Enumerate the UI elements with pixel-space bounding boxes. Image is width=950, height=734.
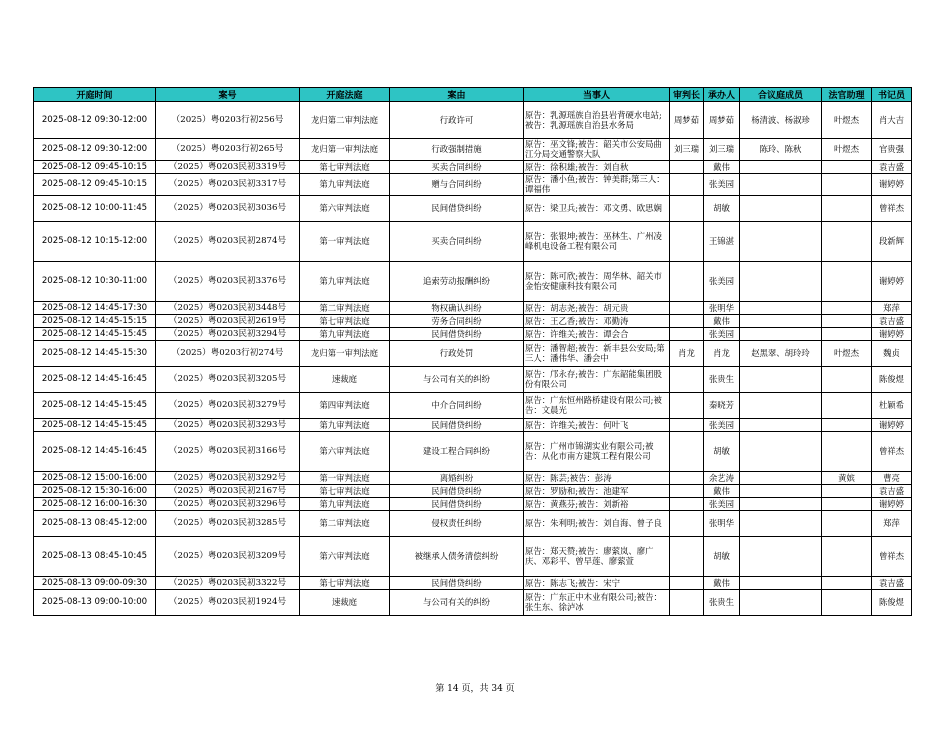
cell-time: 2025-08-12 14:45-15:15	[34, 314, 156, 327]
cell-cause: 民间借贷纠纷	[390, 576, 524, 589]
cell-parties: 原告：黄燕芬;被告：刘新裕	[524, 497, 670, 510]
cell-parties: 原告：乳源瑶族自治县岩背硬水电站;被告：乳源瑶族自治县水务局	[524, 102, 670, 139]
cell-panel	[740, 392, 822, 418]
cell-chief-judge	[670, 173, 704, 195]
cell-handler: 张美园	[704, 261, 740, 301]
cell-handler: 刘三瑞	[704, 139, 740, 161]
cell-clerk: 袁吉盛	[872, 314, 912, 327]
cell-parties: 原告：许维关;被告：何叶飞	[524, 418, 670, 431]
cell-panel	[740, 484, 822, 497]
cell-assistant	[822, 221, 872, 261]
cell-time: 2025-08-12 09:45-10:15	[34, 173, 156, 195]
cell-time: 2025-08-12 09:30-12:00	[34, 102, 156, 139]
cell-chief-judge	[670, 366, 704, 392]
cell-handler: 戴伟	[704, 314, 740, 327]
table-row	[34, 160, 912, 173]
col-header-court: 开庭法庭	[300, 88, 390, 102]
cell-assistant	[822, 589, 872, 615]
cell-time: 2025-08-12 14:45-16:45	[34, 431, 156, 471]
cell-time: 2025-08-13 09:00-10:00	[34, 589, 156, 615]
cell-case-no: （2025）粤0203民初2874号	[156, 221, 300, 261]
cell-court: 第六审判法庭	[300, 536, 390, 576]
cell-chief-judge	[670, 418, 704, 431]
cell-clerk: 郑萍	[872, 510, 912, 536]
cell-clerk: 曾祥杰	[872, 431, 912, 471]
cell-clerk: 曾祥杰	[872, 536, 912, 576]
cell-handler: 胡敏	[704, 536, 740, 576]
cell-parties: 原告：巫文锋;被告：韶关市公安局曲江分局交通警察大队	[524, 139, 670, 161]
cell-panel	[740, 366, 822, 392]
cell-assistant	[822, 261, 872, 301]
cell-clerk: 郑萍	[872, 301, 912, 314]
cell-time: 2025-08-12 14:45-17:30	[34, 301, 156, 314]
cell-chief-judge	[670, 484, 704, 497]
cell-clerk: 肖大吉	[872, 102, 912, 139]
cell-chief-judge	[670, 471, 704, 484]
cell-court: 速裁庭	[300, 366, 390, 392]
cell-assistant	[822, 510, 872, 536]
cell-cause: 中介合同纠纷	[390, 392, 524, 418]
cell-case-no: （2025）粤0203民初3036号	[156, 195, 300, 221]
cell-handler: 戴伟	[704, 160, 740, 173]
cell-clerk: 曹亮	[872, 471, 912, 484]
col-header-time: 开庭时间	[34, 88, 156, 102]
cell-case-no: （2025）粤0203行初256号	[156, 102, 300, 139]
table-row	[34, 366, 912, 392]
table-row	[34, 301, 912, 314]
cell-chief-judge	[670, 510, 704, 536]
cell-case-no: （2025）粤0203民初3294号	[156, 327, 300, 340]
cell-court: 第六审判法庭	[300, 431, 390, 471]
cell-clerk: 曾祥杰	[872, 195, 912, 221]
cell-court: 速裁庭	[300, 589, 390, 615]
cell-chief-judge	[670, 314, 704, 327]
cell-time: 2025-08-12 10:15-12:00	[34, 221, 156, 261]
table-row	[34, 327, 912, 340]
cell-handler: 张美园	[704, 497, 740, 510]
table-row	[34, 418, 912, 431]
cell-cause: 民间借贷纠纷	[390, 195, 524, 221]
col-header-panel: 合议庭成员	[740, 88, 822, 102]
cell-handler: 周梦茹	[704, 102, 740, 139]
table-header-row	[34, 88, 912, 102]
cell-handler: 张美园	[704, 327, 740, 340]
table-row	[34, 497, 912, 510]
cell-assistant	[822, 576, 872, 589]
cell-chief-judge	[670, 497, 704, 510]
cell-court: 第四审判法庭	[300, 392, 390, 418]
cell-handler: 余艺涛	[704, 471, 740, 484]
cell-clerk: 陈俊煜	[872, 589, 912, 615]
cell-court: 龙归第一审判法庭	[300, 139, 390, 161]
table-row	[34, 484, 912, 497]
cell-case-no: （2025）粤0203民初3296号	[156, 497, 300, 510]
cell-parties: 原告：广州市锦湖实业有限公司;被告：从化市南方建筑工程有限公司	[524, 431, 670, 471]
cell-chief-judge	[670, 261, 704, 301]
table-row	[34, 392, 912, 418]
table-row	[34, 340, 912, 366]
cell-court: 龙归第二审判法庭	[300, 102, 390, 139]
cell-chief-judge	[670, 327, 704, 340]
cell-assistant	[822, 160, 872, 173]
cell-chief-judge	[670, 431, 704, 471]
cell-parties: 原告：潘小鱼;被告：钟美群;第三人：谭福伟	[524, 173, 670, 195]
cell-clerk: 官贵强	[872, 139, 912, 161]
cell-handler: 戴伟	[704, 576, 740, 589]
cell-cause: 物权确认纠纷	[390, 301, 524, 314]
cell-panel	[740, 195, 822, 221]
cell-panel	[740, 589, 822, 615]
cell-case-no: （2025）粤0203民初3292号	[156, 471, 300, 484]
cell-parties: 原告：朱利明;被告：刘自海、曾子良	[524, 510, 670, 536]
cell-case-no: （2025）粤0203民初2167号	[156, 484, 300, 497]
cell-handler: 张明华	[704, 301, 740, 314]
cell-cause: 行政许可	[390, 102, 524, 139]
cell-handler: 张美园	[704, 418, 740, 431]
cell-handler: 秦晓芳	[704, 392, 740, 418]
cell-clerk: 袁吉盛	[872, 484, 912, 497]
cell-time: 2025-08-12 14:45-15:45	[34, 327, 156, 340]
cell-panel	[740, 221, 822, 261]
cell-case-no: （2025）粤0203民初2619号	[156, 314, 300, 327]
cell-chief-judge: 肖龙	[670, 340, 704, 366]
table-row	[34, 536, 912, 576]
cell-panel	[740, 418, 822, 431]
cell-panel: 杨清波、杨淑珍	[740, 102, 822, 139]
table-row	[34, 314, 912, 327]
cell-time: 2025-08-13 08:45-10:45	[34, 536, 156, 576]
cell-cause: 劳务合同纠纷	[390, 314, 524, 327]
cell-assistant	[822, 497, 872, 510]
cell-court: 第九审判法庭	[300, 173, 390, 195]
cell-clerk: 袁吉盛	[872, 160, 912, 173]
cell-cause: 买卖合同纠纷	[390, 221, 524, 261]
cell-case-no: （2025）粤0203民初3322号	[156, 576, 300, 589]
cell-handler: 胡敏	[704, 195, 740, 221]
cell-cause: 买卖合同纠纷	[390, 160, 524, 173]
cell-time: 2025-08-12 10:30-11:00	[34, 261, 156, 301]
cell-case-no: （2025）粤0203民初3279号	[156, 392, 300, 418]
cell-assistant	[822, 418, 872, 431]
cell-court: 第一审判法庭	[300, 221, 390, 261]
cell-chief-judge	[670, 301, 704, 314]
cell-time: 2025-08-13 08:45-12:00	[34, 510, 156, 536]
cell-assistant	[822, 431, 872, 471]
cell-panel	[740, 497, 822, 510]
cell-time: 2025-08-12 09:45-10:15	[34, 160, 156, 173]
cell-panel	[740, 314, 822, 327]
cell-clerk: 杜颖希	[872, 392, 912, 418]
cell-assistant	[822, 173, 872, 195]
cell-parties: 原告：潘智超;被告：新丰县公安局;第三人：潘伟华、潘会中	[524, 340, 670, 366]
cell-parties: 原告：张银坤;被告：巫林生、广州凌峰机电设备工程有限公司	[524, 221, 670, 261]
cell-case-no: （2025）粤0203民初3285号	[156, 510, 300, 536]
cell-chief-judge: 周梦茹	[670, 102, 704, 139]
cell-handler: 肖龙	[704, 340, 740, 366]
cell-assistant	[822, 327, 872, 340]
col-header-parties: 当事人	[524, 88, 670, 102]
cell-clerk: 谢婷婷	[872, 327, 912, 340]
cell-case-no: （2025）粤0203民初3205号	[156, 366, 300, 392]
cell-time: 2025-08-12 10:00-11:45	[34, 195, 156, 221]
cell-cause: 追索劳动报酬纠纷	[390, 261, 524, 301]
cell-parties: 原告：许维关;被告：谭会合	[524, 327, 670, 340]
cell-panel: 陈玲、陈秋	[740, 139, 822, 161]
cell-clerk: 谢婷婷	[872, 173, 912, 195]
cell-chief-judge	[670, 160, 704, 173]
cell-assistant: 叶煜杰	[822, 139, 872, 161]
cell-panel	[740, 431, 822, 471]
cell-handler: 张贵生	[704, 366, 740, 392]
cell-cause: 与公司有关的纠纷	[390, 589, 524, 615]
col-header-cause: 案由	[390, 88, 524, 102]
cell-parties: 原告：邝永存;被告：广东韶能集团股份有限公司	[524, 366, 670, 392]
cell-panel	[740, 510, 822, 536]
cell-chief-judge	[670, 536, 704, 576]
cell-court: 第七审判法庭	[300, 576, 390, 589]
cell-parties: 原告：广东恒州路桥建设有限公司;被告：文晨光	[524, 392, 670, 418]
cell-parties: 原告：王乙香;被告：邓勤涛	[524, 314, 670, 327]
cell-assistant	[822, 536, 872, 576]
cell-assistant	[822, 195, 872, 221]
col-header-assistant: 法官助理	[822, 88, 872, 102]
cell-handler: 戴伟	[704, 484, 740, 497]
cell-court: 第七审判法庭	[300, 484, 390, 497]
cell-parties: 原告：陈可欣;被告：周华林、韶关市金怡安健康科技有限公司	[524, 261, 670, 301]
cell-parties: 原告：陈志飞;被告：宋宁	[524, 576, 670, 589]
cell-case-no: （2025）粤0203民初3209号	[156, 536, 300, 576]
cell-cause: 离婚纠纷	[390, 471, 524, 484]
cell-parties: 原告：徐积雄;被告：刘自秋	[524, 160, 670, 173]
cell-assistant	[822, 314, 872, 327]
cell-chief-judge: 刘三瑞	[670, 139, 704, 161]
table-row	[34, 195, 912, 221]
cell-parties: 原告：胡志尧;被告：胡元贵	[524, 301, 670, 314]
table-row	[34, 261, 912, 301]
cell-panel	[740, 536, 822, 576]
cell-panel: 赵黑翠、胡玲玲	[740, 340, 822, 366]
cell-case-no: （2025）粤0203行初265号	[156, 139, 300, 161]
cell-court: 第六审判法庭	[300, 195, 390, 221]
cell-clerk: 段新辉	[872, 221, 912, 261]
cell-case-no: （2025）粤0203民初3319号	[156, 160, 300, 173]
col-header-case-no: 案号	[156, 88, 300, 102]
cell-assistant	[822, 366, 872, 392]
col-header-clerk: 书记员	[872, 88, 912, 102]
cell-clerk: 谢婷婷	[872, 418, 912, 431]
cell-assistant	[822, 301, 872, 314]
table-row	[34, 102, 912, 139]
cell-assistant	[822, 484, 872, 497]
cell-handler: 王锦湛	[704, 221, 740, 261]
cell-panel	[740, 173, 822, 195]
cell-court: 第一审判法庭	[300, 471, 390, 484]
hearing-schedule-table	[33, 87, 912, 616]
cell-cause: 行政处罚	[390, 340, 524, 366]
cell-chief-judge	[670, 221, 704, 261]
cell-court: 第九审判法庭	[300, 418, 390, 431]
cell-case-no: （2025）粤0203民初3166号	[156, 431, 300, 471]
cell-chief-judge	[670, 576, 704, 589]
table-row	[34, 173, 912, 195]
cell-case-no: （2025）粤0203行初274号	[156, 340, 300, 366]
cell-case-no: （2025）粤0203民初1924号	[156, 589, 300, 615]
cell-handler: 张明华	[704, 510, 740, 536]
cell-clerk: 谢婷婷	[872, 261, 912, 301]
table-row	[34, 589, 912, 615]
cell-panel	[740, 301, 822, 314]
cell-case-no: （2025）粤0203民初3293号	[156, 418, 300, 431]
table-row	[34, 431, 912, 471]
cell-time: 2025-08-12 14:45-16:45	[34, 366, 156, 392]
cell-cause: 民间借贷纠纷	[390, 497, 524, 510]
cell-cause: 被继承人债务清偿纠纷	[390, 536, 524, 576]
cell-time: 2025-08-12 15:30-16:00	[34, 484, 156, 497]
cell-cause: 民间借贷纠纷	[390, 327, 524, 340]
cell-cause: 与公司有关的纠纷	[390, 366, 524, 392]
cell-handler: 胡敏	[704, 431, 740, 471]
cell-time: 2025-08-12 15:00-16:00	[34, 471, 156, 484]
cell-case-no: （2025）粤0203民初3376号	[156, 261, 300, 301]
cell-time: 2025-08-12 14:45-15:30	[34, 340, 156, 366]
cell-court: 第二审判法庭	[300, 510, 390, 536]
cell-clerk: 陈俊煜	[872, 366, 912, 392]
cell-court: 第二审判法庭	[300, 301, 390, 314]
cell-clerk: 袁吉盛	[872, 576, 912, 589]
cell-court: 第九审判法庭	[300, 497, 390, 510]
cell-handler: 张美园	[704, 173, 740, 195]
cell-court: 第九审判法庭	[300, 261, 390, 301]
table-row	[34, 221, 912, 261]
cell-cause: 赠与合同纠纷	[390, 173, 524, 195]
cell-court: 第七审判法庭	[300, 314, 390, 327]
cell-assistant: 叶煜杰	[822, 102, 872, 139]
cell-cause: 民间借贷纠纷	[390, 484, 524, 497]
cell-cause: 建设工程合同纠纷	[390, 431, 524, 471]
cell-assistant	[822, 392, 872, 418]
cell-panel	[740, 160, 822, 173]
table-row	[34, 576, 912, 589]
cell-chief-judge	[670, 589, 704, 615]
cell-court: 第九审判法庭	[300, 327, 390, 340]
cell-clerk: 魏贞	[872, 340, 912, 366]
cell-time: 2025-08-12 14:45-15:45	[34, 392, 156, 418]
cell-time: 2025-08-12 14:45-15:45	[34, 418, 156, 431]
cell-case-no: （2025）粤0203民初3317号	[156, 173, 300, 195]
cell-cause: 侵权责任纠纷	[390, 510, 524, 536]
cell-court: 第七审判法庭	[300, 160, 390, 173]
cell-parties: 原告：罗励和;被告：池建军	[524, 484, 670, 497]
cell-cause: 民间借贷纠纷	[390, 418, 524, 431]
cell-time: 2025-08-12 16:00-16:30	[34, 497, 156, 510]
cell-chief-judge	[670, 195, 704, 221]
cell-panel	[740, 327, 822, 340]
cell-handler: 张贵生	[704, 589, 740, 615]
page-footer: 第 14 页，共 34 页	[435, 684, 515, 694]
cell-panel	[740, 471, 822, 484]
cell-parties: 原告：广东正中木业有限公司;被告：张生东、徐泸冰	[524, 589, 670, 615]
table-row	[34, 510, 912, 536]
cell-parties: 原告：郑天赞;被告：廖萦岚、廖广庆、邓彩平、曾早莲、廖萦萱	[524, 536, 670, 576]
cell-parties: 原告：梁卫兵;被告：邓文勇、欧思娴	[524, 195, 670, 221]
cell-chief-judge	[670, 392, 704, 418]
cell-clerk: 谢婷婷	[872, 497, 912, 510]
cell-time: 2025-08-13 09:00-09:30	[34, 576, 156, 589]
table-row	[34, 471, 912, 484]
cell-panel	[740, 576, 822, 589]
cell-cause: 行政强制措施	[390, 139, 524, 161]
cell-case-no: （2025）粤0203民初3448号	[156, 301, 300, 314]
cell-panel	[740, 261, 822, 301]
col-header-chief-judge: 审判长	[670, 88, 704, 102]
cell-assistant: 黄嫔	[822, 471, 872, 484]
cell-court: 龙归第一审判法庭	[300, 340, 390, 366]
cell-time: 2025-08-12 09:30-12:00	[34, 139, 156, 161]
cell-assistant: 叶煜杰	[822, 340, 872, 366]
col-header-handler: 承办人	[704, 88, 740, 102]
table-row	[34, 139, 912, 161]
cell-parties: 原告：陈芸;被告：彭涛	[524, 471, 670, 484]
